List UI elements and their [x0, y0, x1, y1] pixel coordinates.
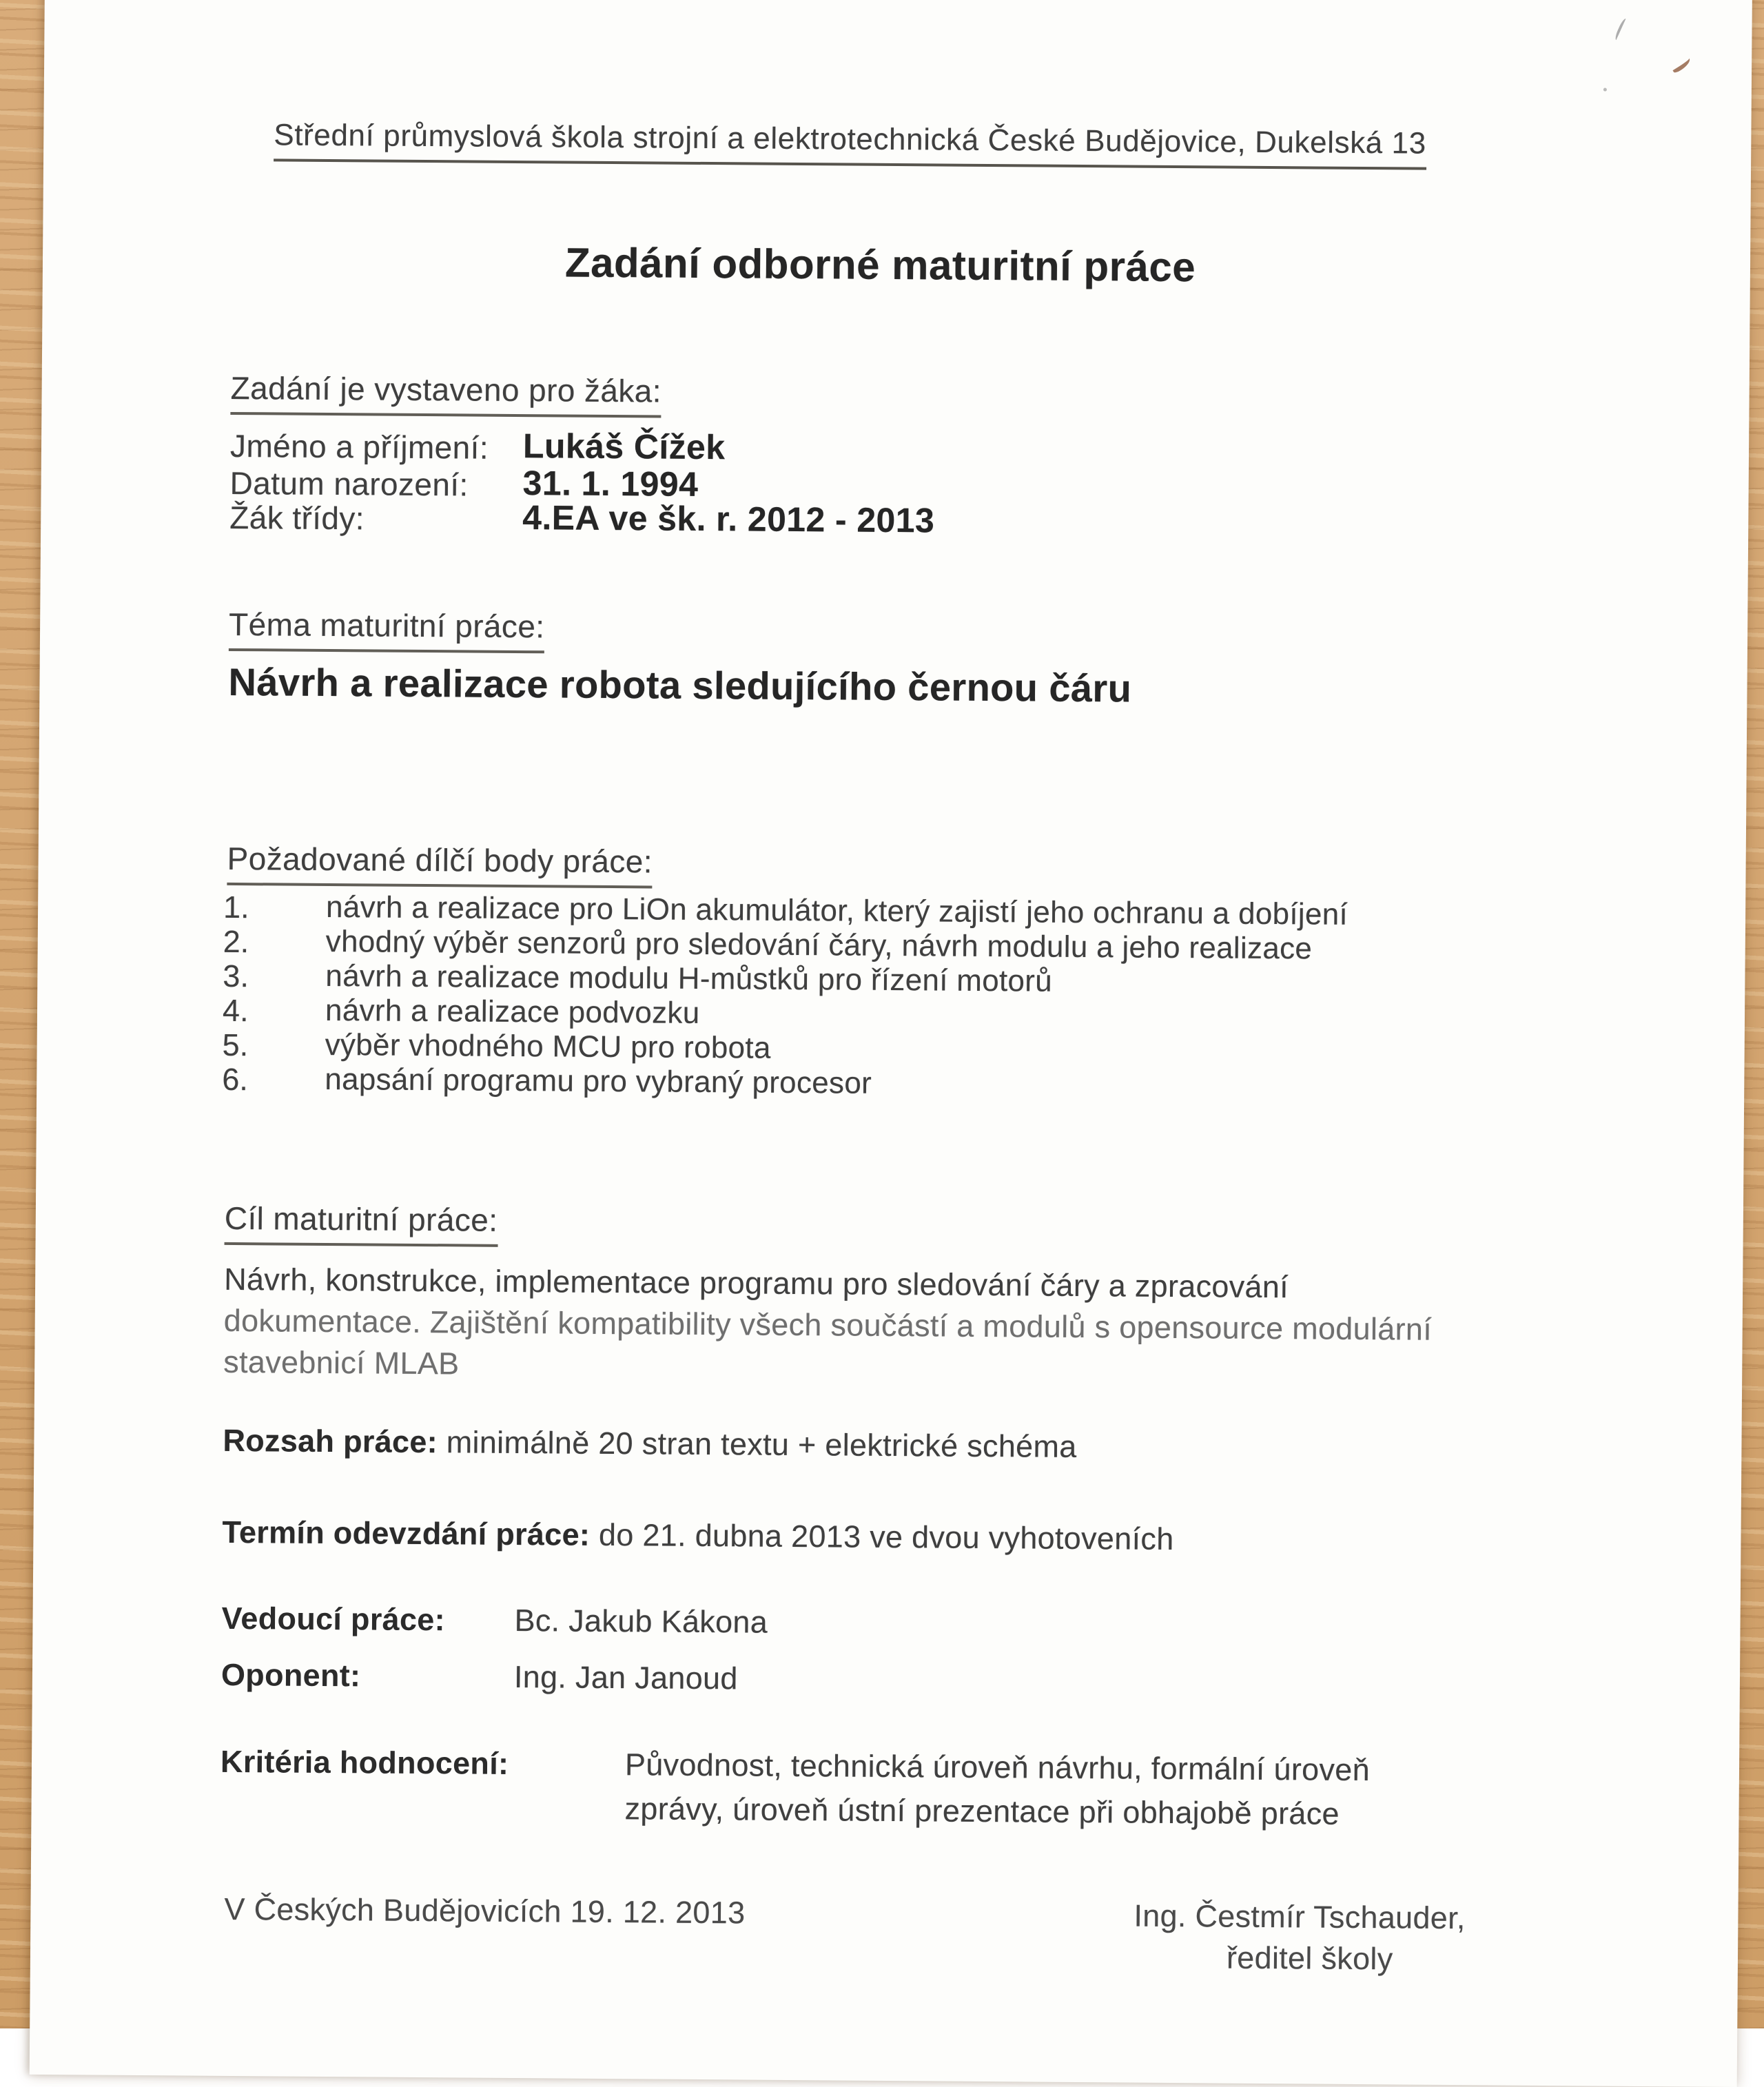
signature-role: ředitel školy — [1226, 1940, 1393, 1977]
class-value: 4.EA ve šk. r. 2012 - 2013 — [522, 498, 935, 540]
document-paper — [30, 0, 1753, 2087]
requirements-section-heading: Požadované dílčí body práce: — [227, 840, 653, 889]
item-number: 6. — [222, 1061, 249, 1098]
scan-speck — [1603, 88, 1607, 92]
item-number: 4. — [222, 992, 249, 1029]
item-text: návrh a realizace podvozku — [325, 993, 700, 1030]
opponent-label: Oponent: — [220, 1656, 361, 1694]
student-name-value: Lukáš Čížek — [522, 426, 726, 467]
item-number: 1. — [223, 889, 249, 925]
deadline-text: do 21. dubna 2013 ve dvou vyhotoveních — [598, 1517, 1174, 1557]
deadline-line — [222, 1514, 1173, 1557]
criteria-text-line: Původnost, technická úroveň návrhu, formální úroveň — [624, 1747, 1371, 1788]
scan-speck — [1614, 18, 1628, 41]
school-header: Střední průmyslová škola strojní a elektrotechnická České Budějovice, Dukelská 13 — [274, 118, 1426, 169]
scope-label: Rozsah práce: — [223, 1422, 438, 1460]
topic-section-heading: Téma maturitní práce: — [229, 606, 545, 653]
goal-text-line: Návrh, konstrukce, implementace programu pro sledování čáry a zpracování — [223, 1261, 1289, 1305]
item-text: napsání programu pro vybraný procesor — [325, 1062, 872, 1100]
criteria-text-line: zprávy, úroveň ústní prezentace při obhajobě práce — [624, 1791, 1340, 1831]
item-text: návrh a realizace modulu H-můstků pro řízení motorů — [325, 958, 1053, 998]
deadline-label: Termín odevzdání práce: — [222, 1514, 591, 1552]
item-number: 3. — [223, 958, 249, 994]
student-name-label: Jméno a příjmení: — [229, 427, 489, 466]
student-section-heading: Zadání je vystaveno pro žáka: — [230, 369, 662, 418]
document-title: Zadání odborné maturitní práce — [564, 239, 1196, 291]
opponent-value: Ing. Jan Janoud — [513, 1659, 738, 1696]
supervisor-value: Bc. Jakub Kákona — [514, 1603, 768, 1640]
scope-line — [223, 1423, 1077, 1465]
signature-name: Ing. Čestmír Tschauder, — [1134, 1898, 1466, 1936]
goal-text-line: dokumentace. Zajištění kompatibility všech součástí a modulů s opensource modulární — [223, 1302, 1433, 1347]
goal-text-line: stavebnicí MLAB — [223, 1344, 460, 1381]
item-number: 5. — [222, 1027, 249, 1063]
item-text: návrh a realizace pro LiOn akumulátor, který zajistí jeho ochranu a dobíjení — [325, 890, 1348, 932]
birth-date-label: Datum narození: — [229, 464, 469, 503]
criteria-label: Kritéria hodnocení: — [220, 1743, 509, 1781]
scan-speck — [1670, 56, 1692, 74]
thesis-topic-title: Návrh a realizace robota sledujícího černou čáru — [228, 659, 1132, 710]
item-text: vhodný výběr senzorů pro sledování čáry, návrh modulu a jeho realizace — [325, 924, 1313, 966]
place-and-date: V Českých Budějovicích 19. 12. 2013 — [224, 1891, 746, 1931]
scope-text: minimálně 20 stran textu + elektrické schéma — [446, 1424, 1077, 1464]
item-text: výběr vhodného MCU pro robota — [325, 1027, 771, 1065]
class-label: Žák třídy: — [229, 499, 365, 537]
item-number: 2. — [223, 923, 249, 960]
goal-section-heading: Cíl maturitní práce: — [225, 1200, 498, 1247]
supervisor-label: Vedoucí práce: — [221, 1600, 446, 1638]
birth-date-value: 31. 1. 1994 — [522, 464, 699, 504]
